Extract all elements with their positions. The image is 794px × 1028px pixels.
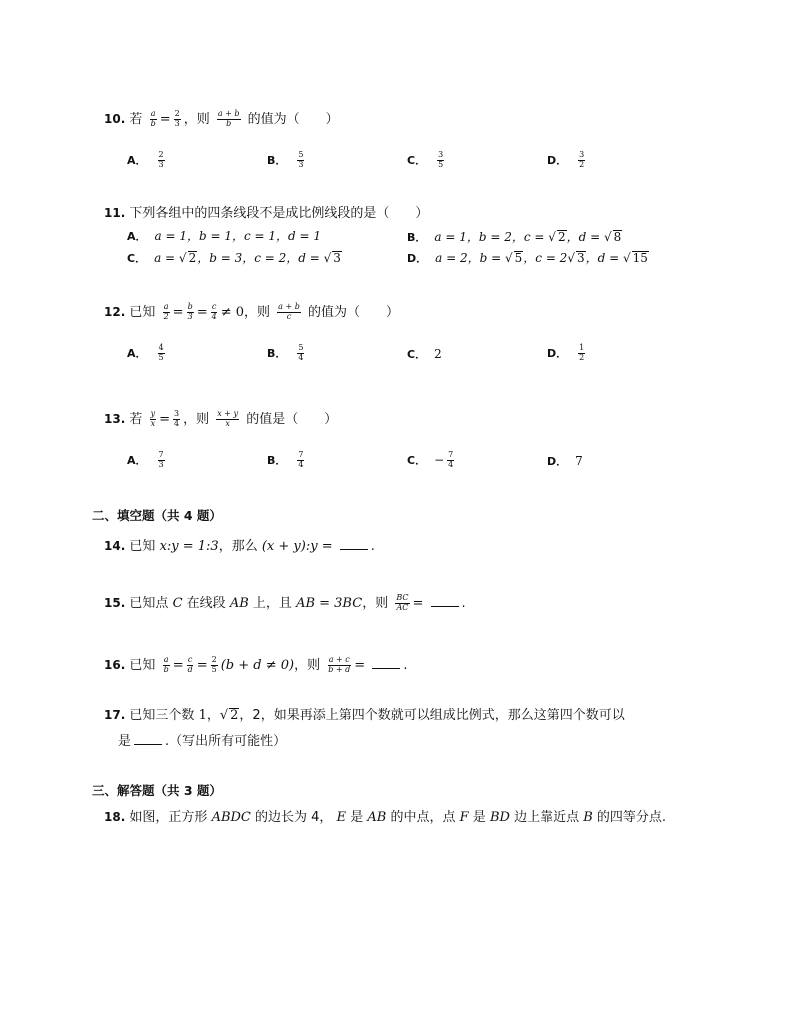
question-16: 16. 已知 $\frac{a}{b}$ = $\frac{c}{d}$ = $\frac{2}{5}$ (b + d ≠ 0)，则 $\frac{a + c}{b + d}$ = .	[104, 655, 408, 674]
question-number: 11.	[104, 206, 126, 220]
answer-blank[interactable]	[431, 596, 459, 607]
answer-blank[interactable]	[372, 658, 400, 669]
fraction: $\frac{5}{3}$	[298, 150, 304, 169]
question-14: 14. 已知 x:y = 1:3，那么 (x + y):y = .	[104, 539, 375, 554]
option-d[interactable]: D． a = 2，b = √ 5，c = 2√ 3，d = √ 15	[407, 251, 648, 265]
fraction: $\frac{1}{2}$	[579, 343, 585, 362]
option-b[interactable]: B． a = 1，b = 2，c = √ 2，d = √ 8	[407, 230, 622, 244]
fraction: $\frac{BC}{AC}$	[396, 593, 409, 612]
question-number: 13.	[104, 411, 126, 426]
option-c[interactable]: C． a = √ 2，b = 3，c = 2，d = √ 3	[127, 251, 341, 265]
option-b[interactable]: B． $\frac{5}{4}$	[267, 343, 304, 362]
option-d[interactable]: D． $\frac{1}{2}$	[547, 343, 585, 362]
question-text: 若	[129, 111, 143, 127]
question-17-line2: 是 .（写出所有可能性）	[118, 734, 287, 749]
question-15: 15. 已知点 C 在线段 AB 上，且 AB = 3BC，则 $\frac{BC}{AC}$ = .	[104, 593, 466, 612]
fraction: $\frac{7}{4}$	[448, 450, 454, 469]
fraction: $\frac{a}{2}$	[163, 302, 169, 321]
fraction: $\frac{7}{3}$	[158, 450, 164, 469]
option-b[interactable]: B． $\frac{5}{3}$	[267, 150, 304, 169]
option-d[interactable]: D． 7	[547, 454, 583, 468]
section-title-fill-in: 二、填空题（共 4 题）	[92, 508, 222, 523]
fraction: $\frac{5}{4}$	[298, 343, 304, 362]
option-c[interactable]: C． − $\frac{7}{4}$	[407, 450, 454, 469]
fraction: $\frac{a + b}{c}$	[278, 302, 300, 321]
option-d[interactable]: D． $\frac{3}{2}$	[547, 150, 585, 169]
question-13: 13. 若 $\frac{y}{x}$ = $\frac{3}{4}$ ，则 $\frac{x + y}{x}$ 的值是（ ）	[104, 409, 338, 428]
fraction: $\frac{a}{b}$	[150, 109, 156, 128]
answer-blank[interactable]	[134, 734, 162, 745]
option-b[interactable]: B． $\frac{7}{4}$	[267, 450, 304, 469]
question-10: 10. 若 $\frac{a}{b}$ = $\frac{2}{3}$ ，则 $\frac{a + b}{b}$ 的值为（ ）	[104, 109, 339, 128]
fraction: $\frac{3}{5}$	[438, 150, 444, 169]
question-12: 12. 已知 $\frac{a}{2}$ = $\frac{b}{3}$ = $\frac{c}{4}$ ≠ 0，则 $\frac{a + b}{c}$ 的值为（ ）	[104, 302, 399, 321]
option-a[interactable]: A． $\frac{2}{3}$	[127, 150, 164, 169]
option-a[interactable]: A． $\frac{4}{5}$	[127, 343, 164, 362]
fraction: $\frac{a}{b}$	[163, 655, 169, 674]
fraction: $\frac{y}{x}$	[150, 409, 156, 428]
fraction: $\frac{2}{5}$	[211, 655, 217, 674]
option-a[interactable]: A． $\frac{7}{3}$	[127, 450, 164, 469]
fraction: $\frac{a + c}{b + d}$	[328, 655, 351, 674]
fraction: $\frac{a + b}{b}$	[217, 109, 240, 128]
question-number: 10.	[104, 111, 126, 126]
fraction: $\frac{7}{4}$	[298, 450, 304, 469]
option-c[interactable]: C． 2	[407, 347, 442, 361]
question-text: 下列各组中的四条线段不是成比例线段的是（ ）	[129, 206, 429, 221]
option-c[interactable]: C． $\frac{3}{5}$	[407, 150, 444, 169]
question-17: 17. 已知三个数 1，√ 2，2，如果再添上第四个数就可以组成比例式，那么这第四个数可以	[104, 708, 625, 723]
fraction: $\frac{b}{3}$	[187, 302, 193, 321]
question-number: 12.	[104, 304, 126, 319]
option-a[interactable]: A． a = 1，b = 1，c = 1，d = 1	[127, 229, 322, 243]
fraction: $\frac{c}{d}$	[187, 655, 193, 674]
fraction: $\frac{3}{4}$	[174, 409, 180, 428]
question-11	[104, 207, 428, 220]
fraction: $\frac{3}{2}$	[579, 150, 585, 169]
fraction: $\frac{x + y}{x}$	[217, 409, 239, 428]
fraction: $\frac{2}{3}$	[158, 150, 164, 169]
question-18: 18. 如图，正方形 ABDC 的边长为 4， E 是 AB 的中点，点 F 是 BD 边上靠近点 B 的四等分点.	[104, 810, 667, 825]
fraction: $\frac{2}{3}$	[174, 109, 180, 128]
answer-blank[interactable]	[340, 539, 368, 550]
fraction: $\frac{4}{5}$	[158, 343, 164, 362]
section-title-solve: 三、解答题（共 3 题）	[92, 783, 222, 798]
fraction: $\frac{c}{4}$	[211, 302, 217, 321]
